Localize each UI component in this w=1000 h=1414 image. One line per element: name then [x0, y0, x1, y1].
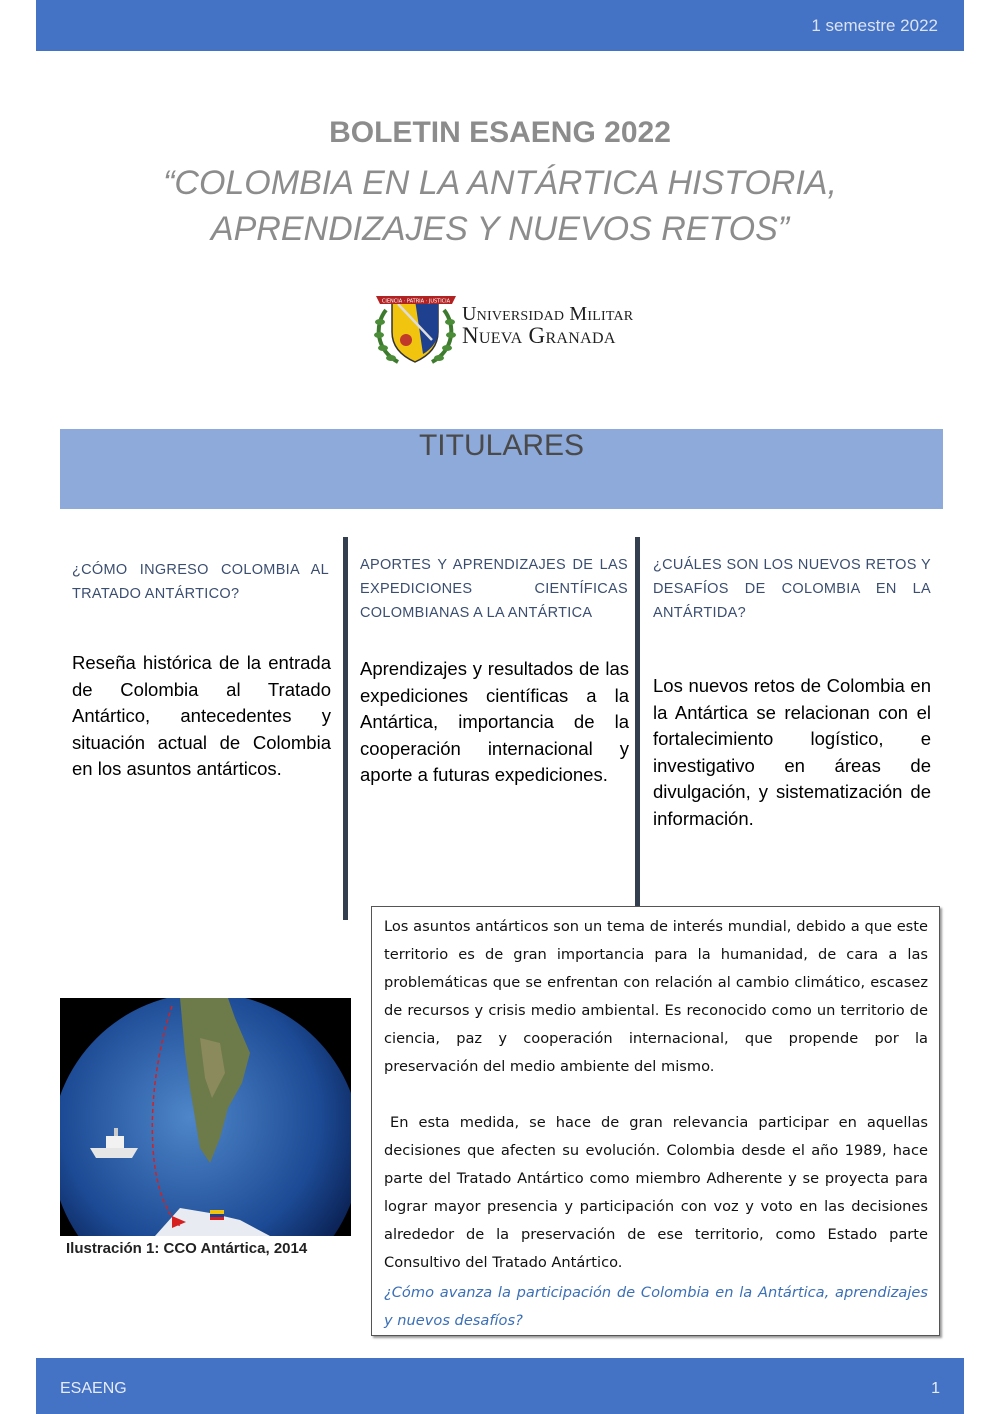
logo-ribbon: CIENCIA · PATRIA · JUSTICIA [381, 298, 451, 305]
titulares-banner [60, 429, 943, 509]
bulletin-title: BOLETIN ESAENG 2022 [329, 116, 671, 149]
globe-image [60, 998, 351, 1236]
subtitle-line-2: APRENDIZAJES Y NUEVOS RETOS” [210, 210, 790, 248]
bulletin-subtitle [0, 160, 1000, 252]
article-paragraph-2: En esta medida, se hace de gran relevancia participar en aquellas decisiones que afecten su evolución. Colombia desde el año 1989, hace parte del Tratado Antártico como miembro Adherente y se proyecta para lograr mayor presencia y participación con voz y voto en las decisiones alrededor de la preservación de ese territorio, como Estado parte Consultivo del Tratado Antártico. [384, 1114, 928, 1271]
column-divider-1 [343, 537, 348, 920]
column-1-heading: ¿CÓMO INGRESO COLOMBIA AL TRATADO ANTÁRTICO? [72, 562, 329, 602]
semester-label: 1 semestre 2022 [811, 16, 938, 35]
subtitle-line-1: “COLOMBIA EN LA ANTÁRTICA HISTORIA, [163, 164, 837, 202]
column-2-body: Aprendizajes y resultados de las expediciones científicas a la Antártica, importancia de la cooperación internacional y aporte a futuras expediciones. [360, 658, 629, 785]
article-question: ¿Cómo avanza la participación de Colombia en la Antártica, aprendizajes y nuevos desafíos? [384, 1284, 928, 1329]
university-name-line-1: Universidad Militar [462, 303, 634, 325]
column-1-body: Reseña histórica de la entrada de Colombia al Tratado Antártico, antecedentes y situación actual de Colombia en los asuntos antárticos. [72, 652, 331, 779]
column-3-heading: ¿CUÁLES SON LOS NUEVOS RETOS Y DESAFÍOS DE COLOMBIA EN LA ANTÁRTIDA? [653, 557, 931, 621]
footer-label: ESAENG [60, 1380, 127, 1397]
page-number: 1 [931, 1380, 940, 1397]
titulares-label: TITULARES [418, 429, 585, 462]
university-name-line-2: Nueva Granada [462, 323, 616, 348]
footer-band [36, 1358, 964, 1414]
article-paragraph-1: Los asuntos antárticos son un tema de interés mundial, debido a que este territorio es de gran importancia para la humanidad, de cara a las problemáticas que se enfrentan con relación al cambio climático, escasez de recursos y crisis medio ambiental. Es reconocido como un territorio de ciencia, paz y cooperación internacional, que propende por la preservación del medio ambiente del mismo. [384, 918, 928, 1075]
globe-illustration [60, 998, 351, 1236]
header-band [36, 0, 964, 51]
column-3-body: Los nuevos retos de Colombia en la Antártica se relacionan con el fortalecimiento logístico, e investigativo en áreas de divulgación, y sistematización de información. [653, 675, 931, 829]
column-divider-2 [635, 537, 640, 907]
university-name [462, 303, 633, 347]
figure-caption: Ilustración 1: CCO Antártica, 2014 [66, 1240, 308, 1257]
intro-article-box [371, 906, 940, 1336]
column-2-heading: APORTES Y APRENDIZAJES DE LAS EXPEDICIONES CIENTÍFICAS COLOMBIANAS A LA ANTÁRTICA [360, 557, 628, 621]
